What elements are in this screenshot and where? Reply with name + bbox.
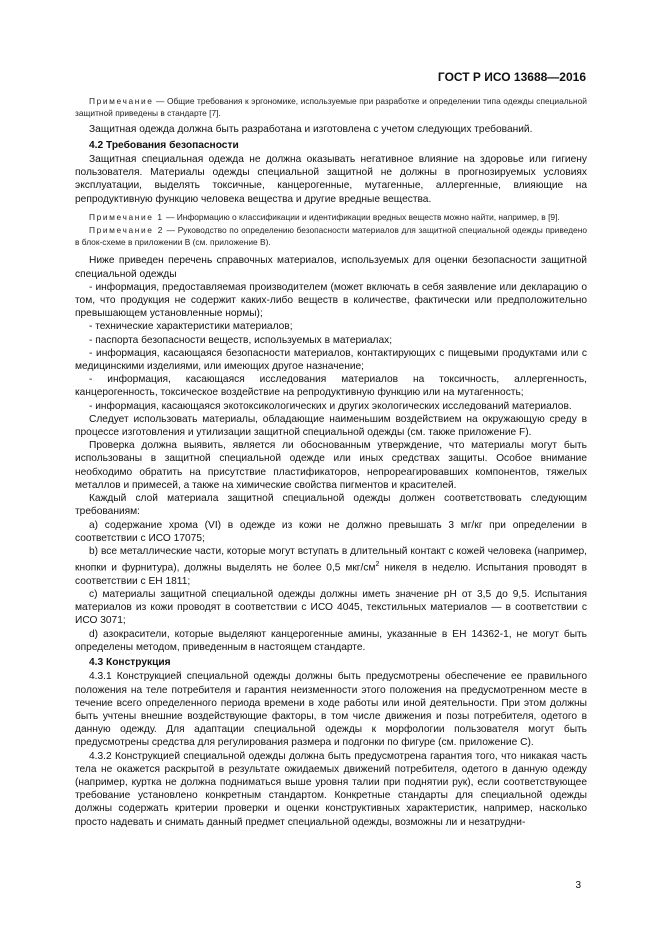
list-item: - информация, касающаяся безопасности материалов, контактирующих с пищевыми продуктами или с медицинскими изделиями, или имеющих другое назначение; [75, 347, 587, 373]
list-item: - информация, касающаяся исследования материалов на токсичность, аллергенность, канцерогенность, токсическое воздействие на репродуктивную функцию или на мутагенность; [75, 374, 587, 399]
list-item: - технические характеристики материалов; [89, 321, 293, 333]
reference-materials-intro: Ниже приведен перечень справочных материалов, используемых для оценки безопасности защитной специальной одежды [75, 255, 587, 280]
note-intro [75, 95, 587, 119]
list-item: - информация, касающаяся экотоксикологических и других экологических исследований материалов. [89, 400, 572, 412]
note-2 [75, 224, 587, 248]
verification-paragraph: Проверка должна выявить, является ли обоснованным утверждение, что материалы могут быть использованы в защитной специальной одежде или иных средствах защиты. Особое внимание необходимо обратить на присутствие пластификаторов, непрореагировавших компонентов, тяжелых металлов и примесей, а также на химические свойства пигментов и красителей. [75, 440, 587, 491]
note-text: — Общие требования к эргономике, используемые при разработке и определении типа одежды специальной защитной приведены в стандарте [7]. [75, 96, 587, 119]
document-code-header: ГОСТ Р ИСО 13688—2016 [437, 70, 586, 84]
note-2-label: Примечание 2 [89, 225, 164, 236]
page-number: 3 [575, 880, 581, 891]
construction-paragraph-4-3-1: 4.3.1 Конструкцией специальной одежды должны быть предусмотрены обеспечение ее правильного положения на теле потребителя и гарантия неизменности этого положения на предусмотренном месте в течение всего определенного периода времени в ходе работы или иной деятельности. При этом должны быть учтены внешние воздействующие факторы, в том числе движения и позы потребителя, одетого в данную одежду. Для адаптации специальной одежды к морфологии пользователя могут быть предусмотрены средства для регулирования размера и подгонки по фигуре (см. приложение С). [75, 671, 587, 749]
construction-paragraph-4-3-2: 4.3.2 Конструкцией специальной одежды должна быть предусмотрена гарантия того, что никакая часть тела не окажется раскрытой в результате ожидаемых движений потребителя, одетого в данную одежду (например, куртка не должна подниматься выше уровня талии при поднятии рук), если соответствующее требование установлено конкретным стандартом. Конкретные стандарты для специальной одежды должны содержать критерии проверки и оценки конструктивных характеристик, например, насколько просто надевать и снимать данный предмет специальной одежды, возможны ли и незатрудни- [75, 750, 587, 828]
section-4-3-heading: 4.3 Конструкция [89, 656, 171, 668]
note-label: Примечание [89, 96, 154, 106]
note-1-label: Примечание 1 [89, 211, 164, 222]
list-item: - паспорта безопасности веществ, используемых в материалах; [89, 334, 393, 346]
environment-paragraph: Следует использовать материалы, обладающие наименьшим воздействием на окружающую среду в процессе изготовления и утилизации защитной специальной одежды (см. также приложение F). [75, 413, 587, 439]
layer-requirements-paragraph: Каждый слой материала защитной специальной одежды должен соответствовать следующим требованиям: [75, 493, 587, 518]
list-item: - информация, предоставляемая производителем (может включать в себя заявление или декларацию о том, что продукция не содержит каких-либо веществ в количестве, фактически или предположительно превышающем установленные нормы); [75, 281, 587, 320]
page-content [75, 95, 587, 829]
safety-paragraph-1: Защитная специальная одежда не должна оказывать негативное влияние на здоровье или гигиену пользователя. Материалы одежды специальной защитной не должны в прогнозируемых условиях эксплуатации, выделять токсичные, канцерогенные, мутагенные, аллергенные, влияющие на репродуктивную функцию человека вещества и другие вредные вещества. [75, 154, 587, 205]
requirement-item-d: d) азокрасители, которые выделяют канцерогенные амины, указанные в ЕН 14362-1, не могут быть определены методом, приведенным в настоящем стандарте. [75, 628, 587, 653]
note-1-text: — Информацию о классификации и идентификации вредных веществ можно найти, например, в [9]. [163, 211, 560, 222]
requirement-item-c: с) материалы защитной специальной одежды должны иметь значение pH от 3,5 до 9,5. Испытания материалов из кожи проводят в соответствии с ИСО 4045, текстильных материалов — в соответствии с ИСО 3071; [75, 588, 587, 627]
general-requirements-paragraph: Защитная одежда должна быть разработана и изготовлена с учетом следующих требований. [89, 124, 533, 136]
requirement-item-b-text: b) все металлические части, которые могут вступать в длительный контакт с кожей человека (например, кнопки и фурнитура), должны выделять не более 0,5 мкг/см [75, 545, 587, 574]
superscript-2: 2 [375, 561, 380, 569]
section-4-2-heading: 4.2 Требования безопасности [89, 139, 239, 151]
requirement-item-b [75, 545, 587, 588]
requirement-item-a: а) содержание хрома (VI) в одежде из кожи не должно превышать 3 мг/кг при определении в соответствии с ИСО 17075; [75, 519, 587, 544]
note-1 [75, 211, 587, 223]
note-2-text: — Руководство по определению безопасности материалов для защитной специальной одежды приведено в блок-схеме в приложении В (см. приложение В). [75, 225, 587, 248]
requirement-item-b-text-end: никеля в неделю. Испытания проводят в соответствии с ЕН 1811; [75, 562, 587, 587]
